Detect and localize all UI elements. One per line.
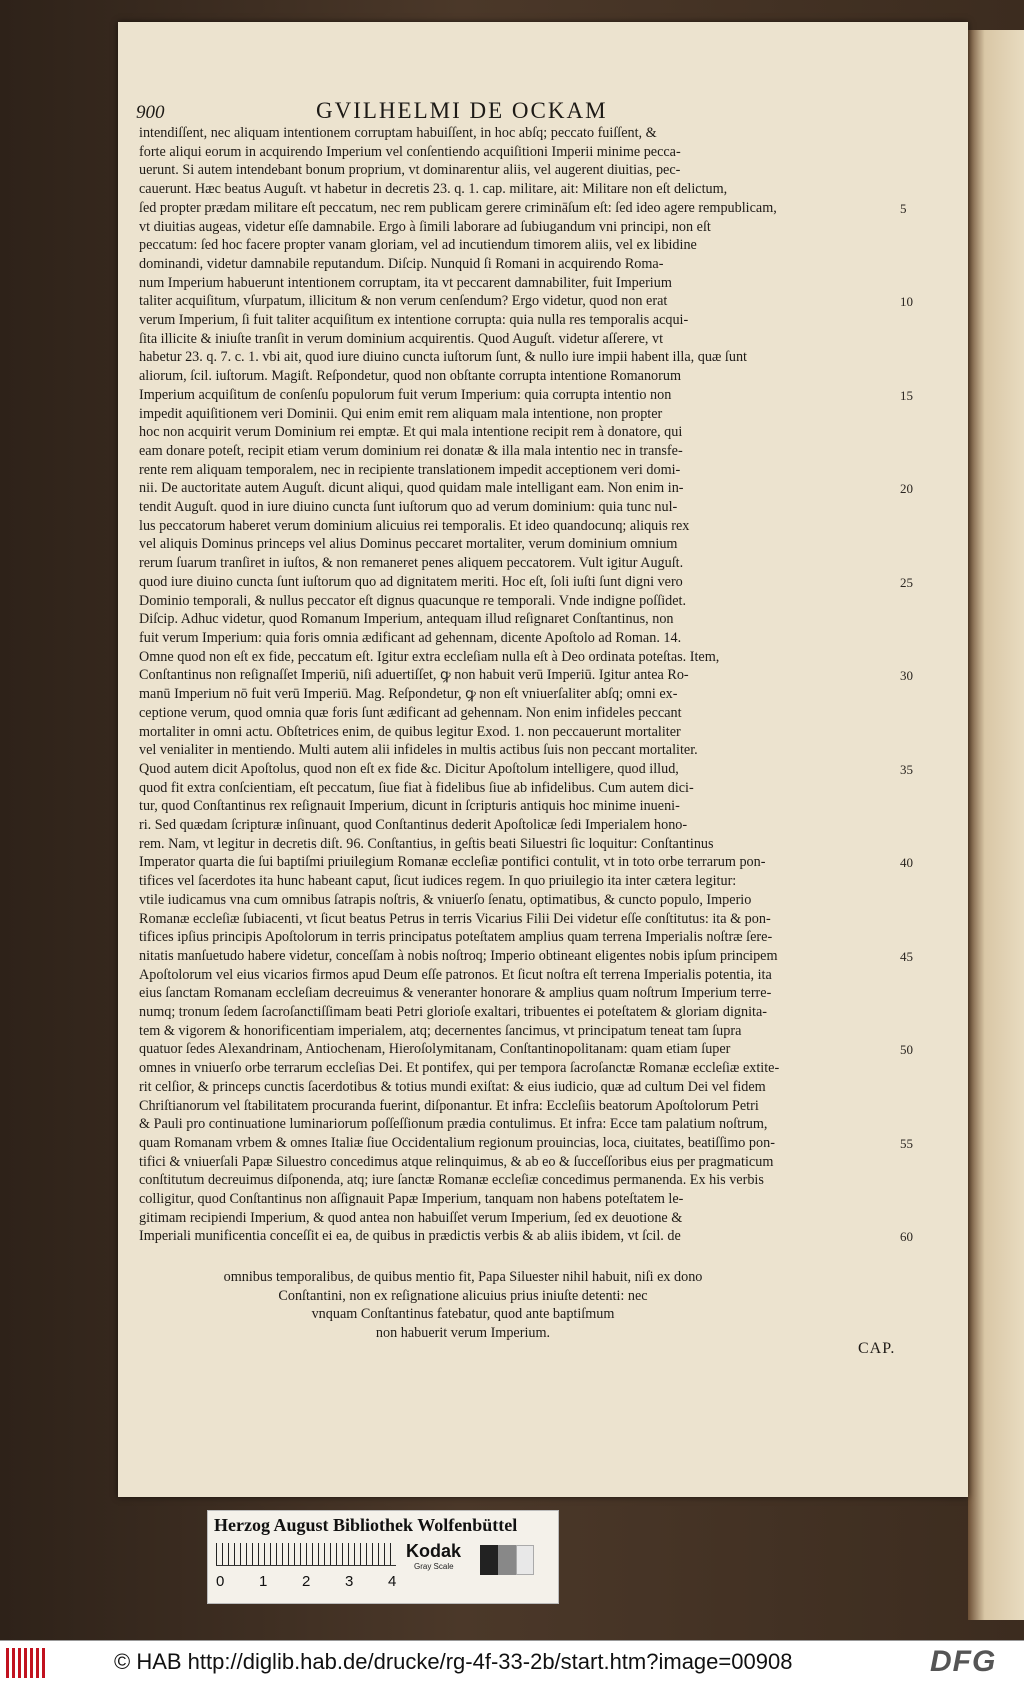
page-number: 900: [136, 102, 165, 123]
text-line: Imperium acquiſitum de conſenſu populorum fuit verum Imperium: quia corrupta intentio non: [139, 386, 672, 403]
text-line: tifices ipſius principis Apoſtolorum in terris principatus poteſtatem amplius quam terrena Imperialis noſtræ ſere-: [139, 929, 773, 946]
ruler-number: 3: [345, 1573, 354, 1590]
footer-bar: [0, 1640, 1024, 1684]
ruler-number: 0: [216, 1573, 225, 1590]
text-line: ri. Sed quædam ſcripturæ inſinuant, quod Conſtantinus dederit Apoſtolicæ ſedi Imperialem hono-: [139, 817, 688, 834]
text-line: uerunt. Si autem intendebant bonum proprium, vt dominarentur aliis, vel augerent diuitias, pec-: [139, 162, 681, 179]
closing-text-block: [139, 1268, 787, 1343]
gray-patch-dark: [480, 1545, 498, 1575]
closing-line: Conſtantini, non ex reſignatione alicuius prius iniuſte detenti: nec: [278, 1287, 648, 1304]
text-line: rente rem aliquam temporalem, nec in recipiente translationem impedit acceptionem veri domi-: [139, 461, 681, 478]
color-calibration-ruler: [207, 1510, 559, 1604]
text-line: vel aliquis Dominus princeps vel alius Dominus peccaret mortaliter, verum dominium omnium: [139, 536, 678, 553]
margin-line-number: 60: [900, 1229, 913, 1245]
text-line: quod iure diuino cuncta ſunt iuſtorum quo ad dignitatem meriti. Hoc eſt, ſoli iuſti ſunt digni vero: [139, 573, 683, 590]
text-line: Imperator quarta die ſui baptiſmi priuilegium Romanæ eccleſiæ pontifici contulit, vt in toto orbe terrarum pon-: [139, 854, 766, 871]
footer-copyright-link[interactable]: © HAB http://diglib.hab.de/drucke/rg-4f-33-2b/start.htm?image=00908: [114, 1649, 793, 1674]
text-line: nii. De auctoritate autem Auguſt. dicunt aliqui, quod quidam male intelligant eam. Non enim in-: [139, 480, 684, 497]
kodak-logo: Kodak: [406, 1541, 462, 1561]
text-line: Romanæ eccleſiæ ſubiacenti, vt ſicut beatus Petrus in terris Vicarius Filii Dei videtur eſſe conſtitutus: ita & pon-: [139, 910, 771, 927]
ruler-number: 4: [388, 1573, 397, 1590]
text-line: Chriſtianorum vel ſtabilitatem procuranda fuerint, diſponantur. Et infra: Eccleſiis beatorum Apoſtolorum Petri: [139, 1097, 759, 1114]
text-line: tifici & vniuerſali Papæ Siluestro concedimus atque relinquimus, & ab eo & ſucceſſoribus eius per pragmaticum: [139, 1153, 774, 1170]
margin-line-number: 10: [900, 294, 913, 310]
text-line: eam donare poteſt, recipit etiam verum dominium rei donatæ & illa mala intentio nec in transfe-: [139, 442, 683, 459]
text-line: Quod autem dicit Apoſtolus, quod non eſt ex fide &c. Dicitur Apoſtolum intelligere, quod illud,: [139, 760, 679, 777]
text-line: Conſtantinus non reſignaſſet Imperiū, niſi aduertiſſet, ꝙ non habuit verū Imperiū. Igitur antea Ro-: [139, 667, 689, 684]
text-line: numq; tronum ſedem ſacroſanctiſſimam beati Petri glorioſe exaltari, tribuentes ei poteſtatem & gloriam dignita-: [139, 1004, 768, 1021]
text-line: dominandi, videtur damnabile reputandum. Diſcip. Nunquid ſi Romani in acquirendo Roma-: [139, 255, 664, 272]
margin-line-number: 40: [900, 855, 913, 871]
closing-line: omnibus temporalibus, de quibus mentio fit, Papa Siluester nihil habuit, niſi ex dono: [223, 1269, 703, 1285]
text-line: vt diuitias augeas, videtur eſſe damnabile. Ergo à ſimili laborare ad ſubiugandum vni principi, non eſt: [139, 218, 711, 235]
text-line: fuit verum Imperium: quia foris omnia ædificant ad gehennam, dicente Apoſtolo ad Roman. 14.: [139, 629, 682, 646]
text-line: manū Imperium nō fuit verū Imperiū. Mag. Reſpondetur, ꝙ non eſt vniuerſaliter abſq; omni ex-: [139, 686, 678, 703]
text-line: mortaliter in omni actu. Obſtetrices enim, de quibus legitur Exod. 1. non peccauerunt mortaliter: [139, 723, 681, 740]
text-line: rem. Nam, vt legitur in decretis diſt. 96. Conſtantius, in geſtis beati Siluestri ſic loquitur: Conſtantinus: [139, 835, 714, 852]
text-line: colligitur, quod Conſtantinus non aſſignauit Papæ Imperium, tanquam non habens poteſtatem le-: [139, 1191, 684, 1208]
text-line: quod fit extra conſcientiam, eſt peccatum, ſiue fiat à fidelibus ſiue ab infidelibus. Cum autem dici-: [139, 779, 694, 796]
text-line: num Imperium habuerunt intentionem corruptam, ita vt peccarent damnabiliter, fuit Imperium: [139, 274, 672, 291]
text-line: nitatis manſuetudo habere videtur, conceſſam à nobis noſtroq; Imperio obtineant eligentes nobis ipſum principem: [139, 947, 778, 964]
library-label: Herzog August Bibliothek Wolfenbüttel: [214, 1515, 518, 1535]
margin-line-number: 55: [900, 1135, 913, 1151]
text-line: Imperiali munificentia conceſſit ei ea, de quibus in prædictis verbis & ab aliis ibidem, vt ſcil. de: [139, 1228, 681, 1245]
margin-line-number: 20: [900, 481, 913, 497]
text-line: intendiſſent, nec aliquam intentionem corruptam habuiſſent, in hoc abſq; peccato fuiſſent, &: [139, 125, 657, 141]
text-line: Apoſtolorum vel eius vicarios firmos apud Deum eſſe patronos. Et ſicut noſtra eſt terrena Imperialis potentia, ita: [139, 966, 772, 983]
text-line: conſtitutum decreuimus diſponenda, atq; iure ſanctæ Romanæ eccleſiæ concedimus permanenda. Ex his verbis: [139, 1172, 764, 1189]
ruler-number: 2: [302, 1573, 311, 1590]
text-line: cauerunt. Hæc beatus Auguſt. vt habetur in decretis 23. q. 1. cap. militare, ait: Militare non eſt delictum,: [139, 181, 728, 198]
text-line: Omne quod non eſt ex fide, peccatum eſt. Igitur extra eccleſiam nulla eſt à Deo ordinata poteſtas. Item,: [139, 648, 720, 665]
text-line: lus peccatorum haberet verum dominium alicuius rei temporalis. Et ideo quandocunq; aliquis rex: [139, 517, 690, 534]
margin-line-number: 30: [900, 668, 913, 684]
margin-line-number: 25: [900, 574, 913, 590]
text-line: taliter acquiſitum, vſurpatum, illicitum & non verum cenſendum? Ergo videtur, quod non erat: [139, 293, 668, 310]
gray-patch-mid: [498, 1545, 516, 1575]
text-line: tem & vigorem & honorificentiam imperialem, atq; decernentes ſancimus, vt principatum teneat tam ſupra: [139, 1022, 742, 1039]
text-line: tendit Auguſt. quod in iure diuino cuncta ſunt iuſtorum quo ad verum dominium: quia tunc nul-: [139, 499, 678, 516]
text-line: hoc non acquirit verum Dominium rei emptæ. Et qui mala intentione recipit rem à donatore, qui: [139, 424, 683, 441]
text-line: rit celſior, & princeps cunctis ſacerdotibus & totius mundi exiſtat: & eius iudicio, quæ ad cultum Dei vel fidem: [139, 1078, 766, 1095]
text-line: verum Imperium, ſi fuit taliter acquiſitum ex intentione corrupta: quia nulla res temporalis acqui-: [139, 312, 689, 329]
text-line: quatuor ſedes Alexandrinam, Antiochenam, Hieroſolymitanam, Conſtantinopolitanam: quam etiam ſuper: [139, 1041, 731, 1058]
text-line: peccatum: ſed hoc facere propter vanam gloriam, vel ad incutiendum timorem aliis, vel ex libidine: [139, 237, 697, 254]
text-line: vel venialiter in mentiendo. Multi autem alii infideles in multis actibus ſuis non peccant mortaliter.: [139, 742, 698, 759]
dfg-logo: DFG: [930, 1645, 997, 1678]
margin-line-number: 15: [900, 387, 913, 403]
text-line: aliorum, ſcil. iuſtorum. Magiſt. Reſpondetur, quod non obſtante corrupta intentione Romanorum: [139, 368, 682, 385]
text-line: omnes in vniuerſo orbe terrarum eccleſias Dei. Et pontifex, qui per tempora ſacroſanctæ Romanæ eccleſiæ extite-: [139, 1060, 780, 1077]
closing-line: vnquam Conſtantinus fatebatur, quod ante baptiſmum: [311, 1306, 615, 1323]
gray-patch-light: [516, 1545, 534, 1575]
text-line: eius ſanctam Romanam eccleſiam decreuimus & veneranter honorare & amplius quam noſtrum Imperium terre-: [139, 985, 772, 1002]
main-text-block: [139, 124, 787, 1264]
margin-line-number: 45: [900, 948, 913, 964]
text-line: forte aliqui eorum in acquirendo Imperium vel conſentiendo acquiſitioni Imperii minime pecca-: [139, 143, 681, 160]
hab-logo-icon: [6, 1648, 46, 1678]
margin-line-number: 35: [900, 761, 913, 777]
text-line: habetur 23. q. 7. c. 1. vbi ait, quod iure diuino cuncta iuſtorum ſunt, & nullo iure impii habent illa, quæ ſunt: [139, 349, 747, 366]
text-line: vtile iudicamus vna cum omnibus ſatrapis noſtris, & vniuerſo ſenatu, optimatibus, & cuncto populo, Imperio: [139, 891, 752, 908]
closing-line: non habuerit verum Imperium.: [375, 1325, 551, 1342]
ruler-scale: [216, 1543, 396, 1566]
text-line: tifices vel ſacerdotes ita hunc habeant caput, ſicut iudices regem. In quo priuilegio ita inter cætera legitur:: [139, 873, 737, 890]
text-line: Diſcip. Adhuc videtur, quod Romanum Imperium, antequam illud reſignaret Conſtantinus, non: [139, 611, 674, 628]
gray-scale-label: Gray Scale: [414, 1562, 454, 1571]
text-line: & Pauli pro continuatione luminariorum poſſeſſionum prædia contulimus. Et infra: Ecce tam palatium noſtrum,: [139, 1116, 768, 1133]
text-line: tur, quod Conſtantinus rex reſignauit Imperium, dicunt in ſcripturis antiquis hoc minime inueni-: [139, 798, 680, 815]
text-line: impedit aquiſitionem veri Dominii. Qui enim emit rem aliquam mala intentione, non propter: [139, 405, 663, 422]
ruler-number: 1: [259, 1573, 268, 1590]
margin-line-number: 5: [900, 200, 907, 216]
catchword: CAP.: [858, 1340, 896, 1357]
margin-line-numbers: [900, 0, 930, 1400]
running-title: GVILHELMI DE OCKAM: [316, 98, 608, 123]
text-line: ſed propter prædam militare eſt peccatum, nec rem publicam gerere crimināſum eſt: ſed ideo agere rempublicam,: [139, 199, 777, 216]
text-line: ceptione verum, quod omnia quæ foris ſunt ædificant ad gehennam. Non enim infideles peccant: [139, 704, 682, 721]
text-line: quam Romanam vrbem & omnes Italiæ ſiue Occidentalium regionum prouincias, loca, ciuitates, beatiſſimo pon-: [139, 1134, 775, 1151]
text-line: ſita illicite & iniuſte tranſit in verum dominium acquirentis. Quod Auguſt. videtur aſſerere, vt: [139, 330, 664, 347]
text-line: Dominio temporali, & nullus peccator eſt dignus quacunque re temporali. Vnde indigne poſſidet.: [139, 592, 687, 609]
text-line: rerum ſuarum tranſiret in iuſtos, & non remaneret penes aliquem peccatorem. Vult igitur Auguſt.: [139, 555, 684, 572]
facing-page-edge: [968, 30, 1024, 1620]
text-line: gitimam recipiendi Imperium, & quod antea non habuiſſet verum Imperium, ſed ex deuotione &: [139, 1209, 683, 1226]
margin-line-number: 50: [900, 1042, 913, 1058]
